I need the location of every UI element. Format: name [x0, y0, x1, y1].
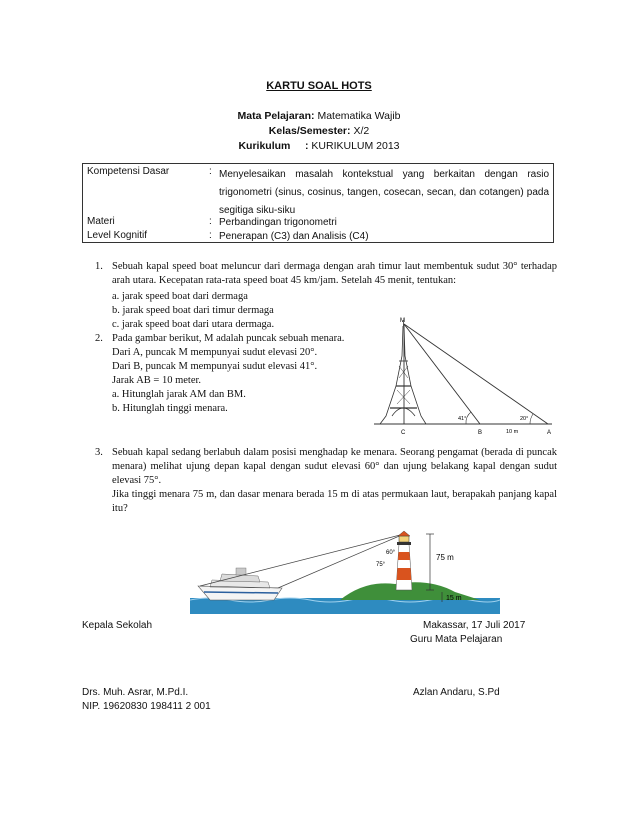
q2-item-b: b. Hitunglah tinggi menara. — [112, 403, 228, 414]
q3-number: 3. — [95, 447, 103, 458]
subject-value: Matematika Wajib — [317, 110, 401, 122]
principal-nip: NIP. 19620830 198411 2 001 — [82, 701, 211, 712]
class-line — [0, 125, 638, 137]
line-ma — [404, 324, 548, 424]
q3-text: Sebuah kapal sedang berlabuh dalam posisi menghadap ke menara. Seorang pengamat (berada di puncak menara) melihat ujung depan kapal dengan sudut elevasi 60° dan ujung belakang kapal dengan sudut elevasi 75°. — [112, 447, 557, 486]
teacher-role: Guru Mata Pelajaran — [410, 634, 503, 645]
q1-item-b: b. jarak speed boat dari timur dermaga — [112, 305, 274, 316]
info-sep: : — [209, 166, 212, 177]
info-label: Materi — [87, 216, 115, 227]
lighthouse-icon — [396, 531, 412, 590]
q2-line-1: Pada gambar berikut, M adalah puncak sebuah menara. — [112, 333, 345, 344]
q2-item-a: a. Hitunglah jarak AM dan BM. — [112, 389, 246, 400]
q2-line-4: Jarak AB = 10 meter. — [112, 375, 202, 386]
info-value: Penerapan (C3) dan Analisis (C4) — [219, 231, 369, 242]
q2-number: 2. — [95, 333, 103, 344]
ship-icon — [198, 568, 282, 600]
q3-text-2: Jika tinggi menara 75 m, dan dasar menara berada 15 m di atas permukaan laut, berapakah panjang kapal itu? — [112, 489, 557, 514]
curriculum-sep: : — [304, 140, 309, 152]
angle-b-label: 41° — [458, 416, 467, 422]
q1-item-c: c. jarak speed boat dari utara dermaga. — [112, 319, 275, 330]
distance-ab-label: 10 m — [506, 429, 519, 435]
q1-text: Sebuah kapal speed boat meluncur dari dermaga dengan arah timur laut membentuk sudut 30° terhadap arah utara. Kecepatan rata-rata speed boat 45 km/jam. Setelah 45 menit, tentukan: — [112, 261, 557, 286]
lighthouse-ship-figure — [190, 530, 500, 614]
base-height-label: 15 m — [446, 595, 462, 602]
curriculum-label: Kurikulum — [238, 140, 291, 152]
eiffel-tower-icon — [380, 320, 426, 424]
label-b: B — [478, 430, 483, 436]
teacher-name: Azlan Andaru, S.Pd — [413, 687, 500, 698]
tower-elevation-figure — [370, 316, 560, 440]
info-box — [82, 163, 554, 243]
info-sep: : — [209, 230, 212, 241]
angle-75-label: 75° — [376, 562, 386, 568]
q1-number: 1. — [95, 261, 103, 272]
subject-label: Mata Pelajaran: — [237, 110, 315, 122]
info-label: Kompetensi Dasar — [87, 166, 170, 177]
info-value: Perbandingan trigonometri — [219, 217, 337, 228]
angle-a-label: 20° — [520, 416, 529, 422]
page-title: KARTU SOAL HOTS — [266, 80, 372, 92]
curriculum-value: KURIKULUM 2013 — [311, 140, 400, 152]
place-date: Makassar, 17 Juli 2017 — [423, 620, 526, 631]
tower-height-label: 75 m — [436, 553, 454, 562]
class-label: Kelas/Semester: — [268, 125, 351, 137]
principal-role: Kepala Sekolah — [82, 620, 153, 631]
principal-name: Drs. Muh. Asrar, M.Pd.I. — [82, 687, 189, 698]
angle-a-arc — [530, 414, 533, 424]
info-label: Level Kognitif — [87, 230, 148, 241]
info-value: Menyelesaikan masalah kontekstual yang berkaitan dengan rasio trigonometri (sinus, cosinus, tangen, cosecan, secan, dan cotangen) pada segitiga siku-siku — [219, 169, 549, 216]
sight-line-back — [200, 534, 404, 586]
line-mb — [404, 324, 480, 424]
label-c: C — [401, 430, 406, 436]
subject-line — [0, 110, 638, 122]
label-a: A — [547, 430, 552, 436]
angle-b-arc — [466, 412, 471, 424]
q2-line-2: Dari A, puncak M mempunyai sudut elevasi 20°. — [112, 347, 318, 358]
q1-item-a: a. jarak speed boat dari dermaga — [112, 291, 248, 302]
label-m: M — [400, 318, 405, 324]
info-sep: : — [209, 216, 212, 227]
curriculum-line — [0, 140, 638, 152]
q2-line-3: Dari B, puncak M mempunyai sudut elevasi 41°. — [112, 361, 318, 372]
angle-60-label: 60° — [386, 550, 396, 556]
class-value: X/2 — [353, 125, 370, 137]
